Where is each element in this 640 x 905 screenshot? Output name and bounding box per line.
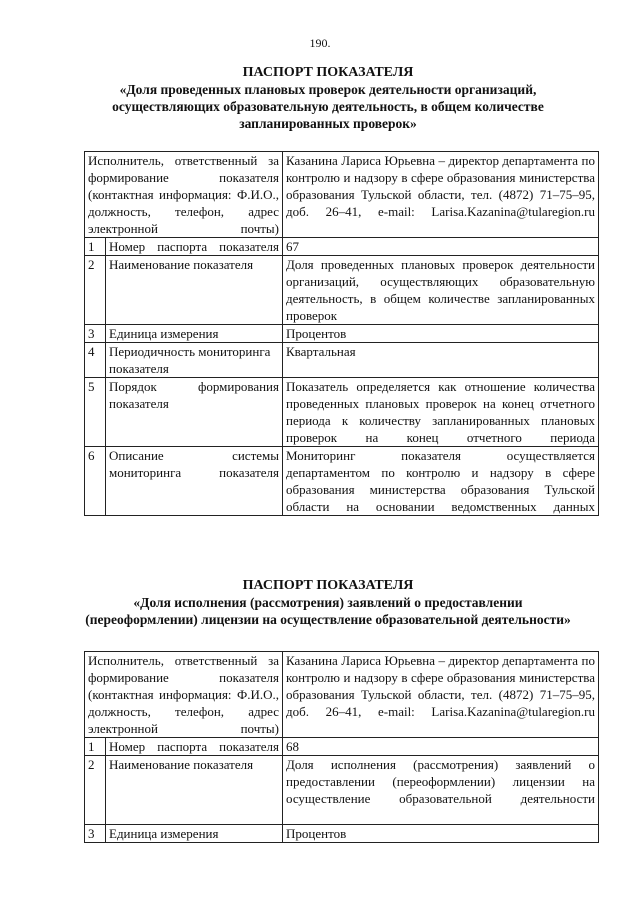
row-number: 4 — [85, 343, 106, 378]
row-value: Процентов — [283, 825, 599, 843]
page-number: 190. — [309, 36, 331, 50]
table-row — [85, 825, 599, 843]
passport-table-1 — [84, 151, 599, 516]
row-value: Доля проведенных плановых проверок деятельности организаций, осуществляющих образовательную деятельность, в общем количестве запланированных проверок — [283, 256, 599, 325]
table-row — [85, 343, 599, 378]
passport-title: ПАСПОРТ ПОКАЗАТЕЛЯ — [242, 578, 414, 593]
passport-subtitle: «Доля проведенных плановых проверок деятельности организаций, осуществляющих образовательную деятельность, в общем количестве запланированных проверок» — [112, 82, 544, 131]
passport-subtitle: «Доля исполнения (рассмотрения) заявлений о предоставлении (переоформлении) лицензии на осуществление образовательной деятельности» — [85, 595, 571, 627]
row-value: Мониторинг показателя осуществляется департаментом по контролю и надзору в сфере образования министерства образования Тульской области на основании ведомственных данных — [283, 447, 599, 516]
passport-title: ПАСПОРТ ПОКАЗАТЕЛЯ — [242, 65, 414, 80]
row-number: 1 — [85, 738, 106, 756]
passport-table-2 — [84, 651, 599, 843]
table-row — [85, 238, 599, 256]
row-label: Наименование показателя — [106, 256, 283, 325]
row-value: 67 — [283, 238, 599, 256]
row-label: Порядок формирования показателя — [106, 378, 283, 447]
table-row — [85, 325, 599, 343]
row-value: Доля исполнения (рассмотрения) заявлений о предоставлении (переоформлении) лицензии на осуществление образовательной деятельности — [283, 756, 599, 825]
table-row — [85, 756, 599, 825]
executor-row — [85, 652, 599, 738]
row-number: 1 — [85, 238, 106, 256]
executor-value: Казанина Лариса Юрьевна – директор департамента по контролю и надзору в сфере образования министерства образования Тульской области, тел. (4872) 71–75–95, доб. 26–41, e-mail: Larisa.Kazanina@tularegion.ru — [283, 652, 599, 738]
row-label: Номер паспорта показателя — [106, 738, 283, 756]
row-label: Описание системы мониторинга показателя — [106, 447, 283, 516]
row-label: Номер паспорта показателя — [106, 238, 283, 256]
row-label: Единица измерения — [106, 825, 283, 843]
row-number: 6 — [85, 447, 106, 516]
executor-row — [85, 152, 599, 238]
passport-heading-1 — [78, 64, 578, 132]
table-row — [85, 378, 599, 447]
row-value: 68 — [283, 738, 599, 756]
row-label: Периодичность мониторинга показателя — [106, 343, 283, 378]
executor-value: Казанина Лариса Юрьевна – директор департамента по контролю и надзору в сфере образования министерства образования Тульской области, тел. (4872) 71–75–95, доб. 26–41, e-mail: Larisa.Kazanina@tularegion.ru — [283, 152, 599, 238]
row-value: Показатель определяется как отношение количества проведенных плановых проверок на конец отчетного периода к количеству запланированных плановых проверок на конец отчетного периода — [283, 378, 599, 447]
table-row — [85, 738, 599, 756]
passport-heading-2 — [78, 577, 578, 628]
table-row — [85, 256, 599, 325]
row-number: 3 — [85, 825, 106, 843]
row-label: Наименование показателя — [106, 756, 283, 825]
row-value: Процентов — [283, 325, 599, 343]
row-number: 5 — [85, 378, 106, 447]
row-number: 3 — [85, 325, 106, 343]
row-label: Единица измерения — [106, 325, 283, 343]
executor-label: Исполнитель, ответственный за формирование показателя (контактная информация: Ф.И.О., должность, телефон, адрес электронной почты) — [85, 152, 283, 238]
row-value: Квартальная — [283, 343, 599, 378]
table-row — [85, 447, 599, 516]
row-number: 2 — [85, 756, 106, 825]
row-number: 2 — [85, 256, 106, 325]
executor-label: Исполнитель, ответственный за формирование показателя (контактная информация: Ф.И.О., должность, телефон, адрес электронной почты) — [85, 652, 283, 738]
